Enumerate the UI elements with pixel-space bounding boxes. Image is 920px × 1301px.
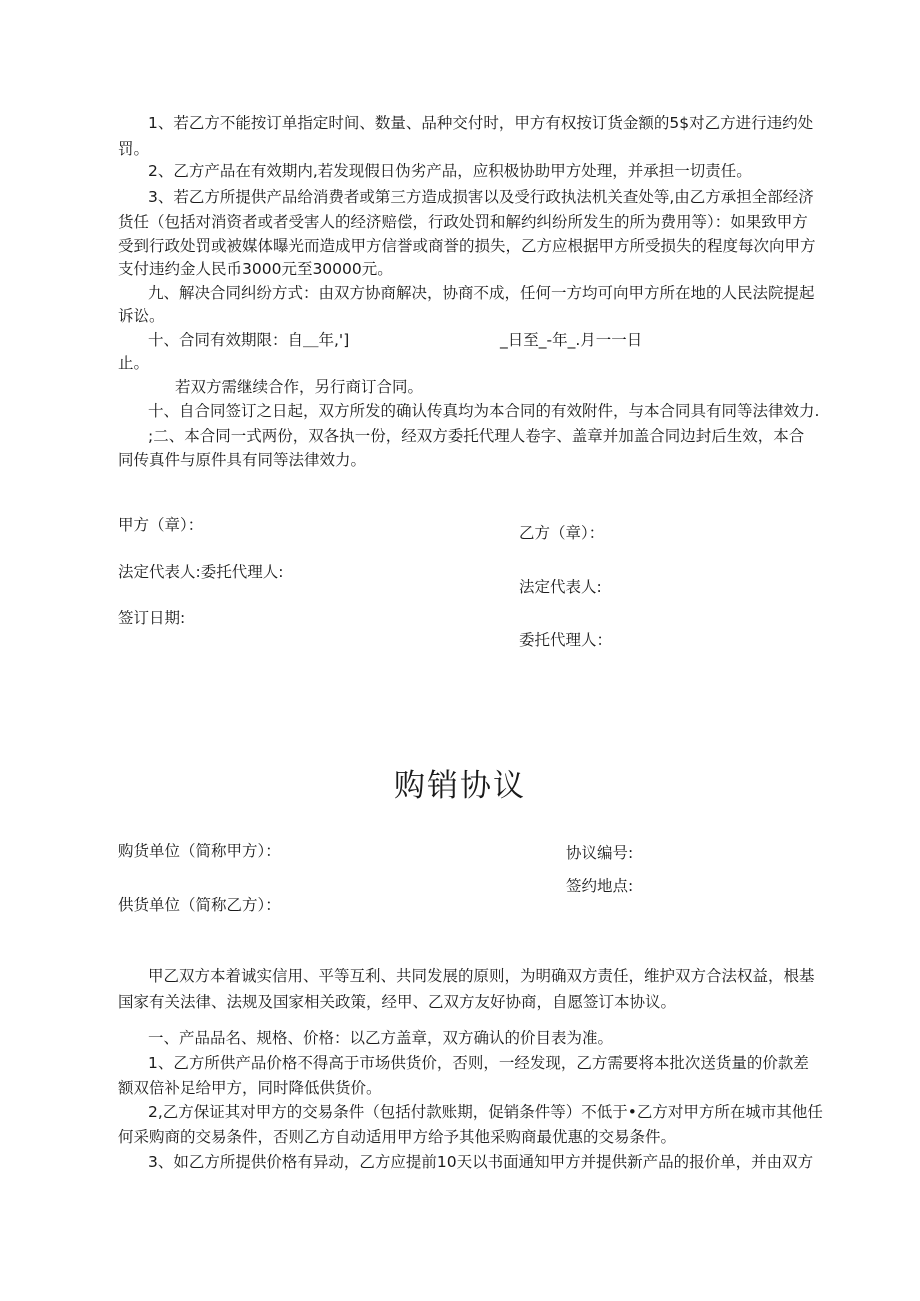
signing-place-label-clipped: 签约地点: bbox=[566, 877, 634, 895]
agreement-number-label: 协议编号: bbox=[566, 844, 634, 862]
clause-1: 1、若乙方不能按订单指定时间、数量、品种交付时，甲方有权按订货金额的5$对乙方进行违约处 bbox=[148, 114, 814, 132]
document-title: 购销协议 bbox=[394, 768, 526, 804]
party-b-agent-label-clipped: 委托代理人： bbox=[519, 631, 613, 649]
clause-3-line-2: 货任（包括对消资者或者受害人的经济赔偿，行政处罚和解约纠纷所发生的所为费用等）：如果致甲方 bbox=[118, 213, 808, 231]
clause-9: 九、解决合同纠纷方式：由双方协商解决，协商不成，任何一方均可向甲方所在地的人民法院提起 bbox=[148, 284, 815, 302]
clause-3-line-3: 受到行政处罚或被媒体曝光而造成甲方信誉或商誉的损失，乙方应根据甲方所受损失的程度每次向甲方 bbox=[118, 237, 816, 255]
intro-line-2: 国家有关法律、法规及国家相关政策，经甲、乙双方友好协商，自愿签订本协议。 bbox=[118, 993, 677, 1011]
clause-2: 2、乙方产品在有效期内,若发现假日伪劣产品，应积极协助甲方处理，并承担一切责任。 bbox=[148, 162, 752, 180]
clause-9-continuation: 诉讼。 bbox=[118, 307, 165, 325]
party-b-representative-label: 法定代表人: bbox=[519, 578, 602, 596]
buyer-label: 购货单位（简称甲方）： bbox=[118, 842, 281, 860]
item-2-line-1: 2,乙方保证其对甲方的交易条件（包括付款账期，促销条件等）不低于•乙方对甲方所在城市其他任 bbox=[148, 1103, 823, 1121]
party-b-seal-label: 乙方（章）： bbox=[519, 524, 605, 542]
item-1-line-1: 1、乙方所供产品价格不得高于市场供货价，否则，一经发现，乙方需要将本批次送货量的价款差 bbox=[148, 1054, 809, 1072]
item-2-line-2: 何采购商的交易条件，否则乙方自动适用甲方给予其他采购商最优惠的交易条件。 bbox=[118, 1128, 677, 1146]
renewal-note: 若双方需继续合作，另行商订合同。 bbox=[175, 378, 424, 396]
clause-3-line-4: 支付违约金人民币3000元至30000元。 bbox=[118, 260, 393, 278]
clause-12-continuation: 同传真件与原件具有同等法律效力。 bbox=[118, 451, 367, 469]
intro-line-1: 甲乙双方本着诚实信用、平等互利、共同发展的原则，为明确双方责任，维护双方合法权益，根基 bbox=[148, 967, 815, 985]
item-3-line-1: 3、如乙方所提供价格有异动，乙方应提前10天以书面通知甲方并提供新产品的报价单，并由双方 bbox=[148, 1153, 814, 1171]
supplier-label: 供货单位（简称乙方）： bbox=[118, 896, 281, 914]
party-a-representative-label: 法定代表人:委托代理人: bbox=[118, 563, 284, 581]
clause-10-start: 十、合同有效期限：自＿年,'] bbox=[148, 331, 350, 349]
party-a-seal-label: 甲方（章）： bbox=[118, 516, 204, 534]
clause-3: 3、若乙方所提供产品给消费者或第三方造成损害以及受行政执法机关查处等,由乙方承担全部经济 bbox=[148, 188, 814, 206]
sign-date-label: 签订日期: bbox=[118, 609, 186, 627]
section-1-heading: 一、产品品名、规格、价格：以乙方盖章，双方确认的价目表为准。 bbox=[148, 1029, 614, 1047]
clause-12: ;二、本合同一式两份，双各执一份，经双方委托代理人卷字、盖章并加盖合同边封后生效，本合 bbox=[148, 427, 805, 445]
clause-10-end: _日至_-年_.月一一日 bbox=[500, 331, 643, 349]
clause-10-continuation: 止。 bbox=[118, 354, 150, 372]
clause-11: 十、自合同签订之日起，双方所发的确认传真均为本合同的有效附件，与本合同具有同等法律效力. bbox=[148, 402, 820, 420]
clause-1-continuation: 罚。 bbox=[118, 140, 150, 158]
item-1-line-2: 额双倍补足给甲方，同时降低供货价。 bbox=[118, 1079, 382, 1097]
